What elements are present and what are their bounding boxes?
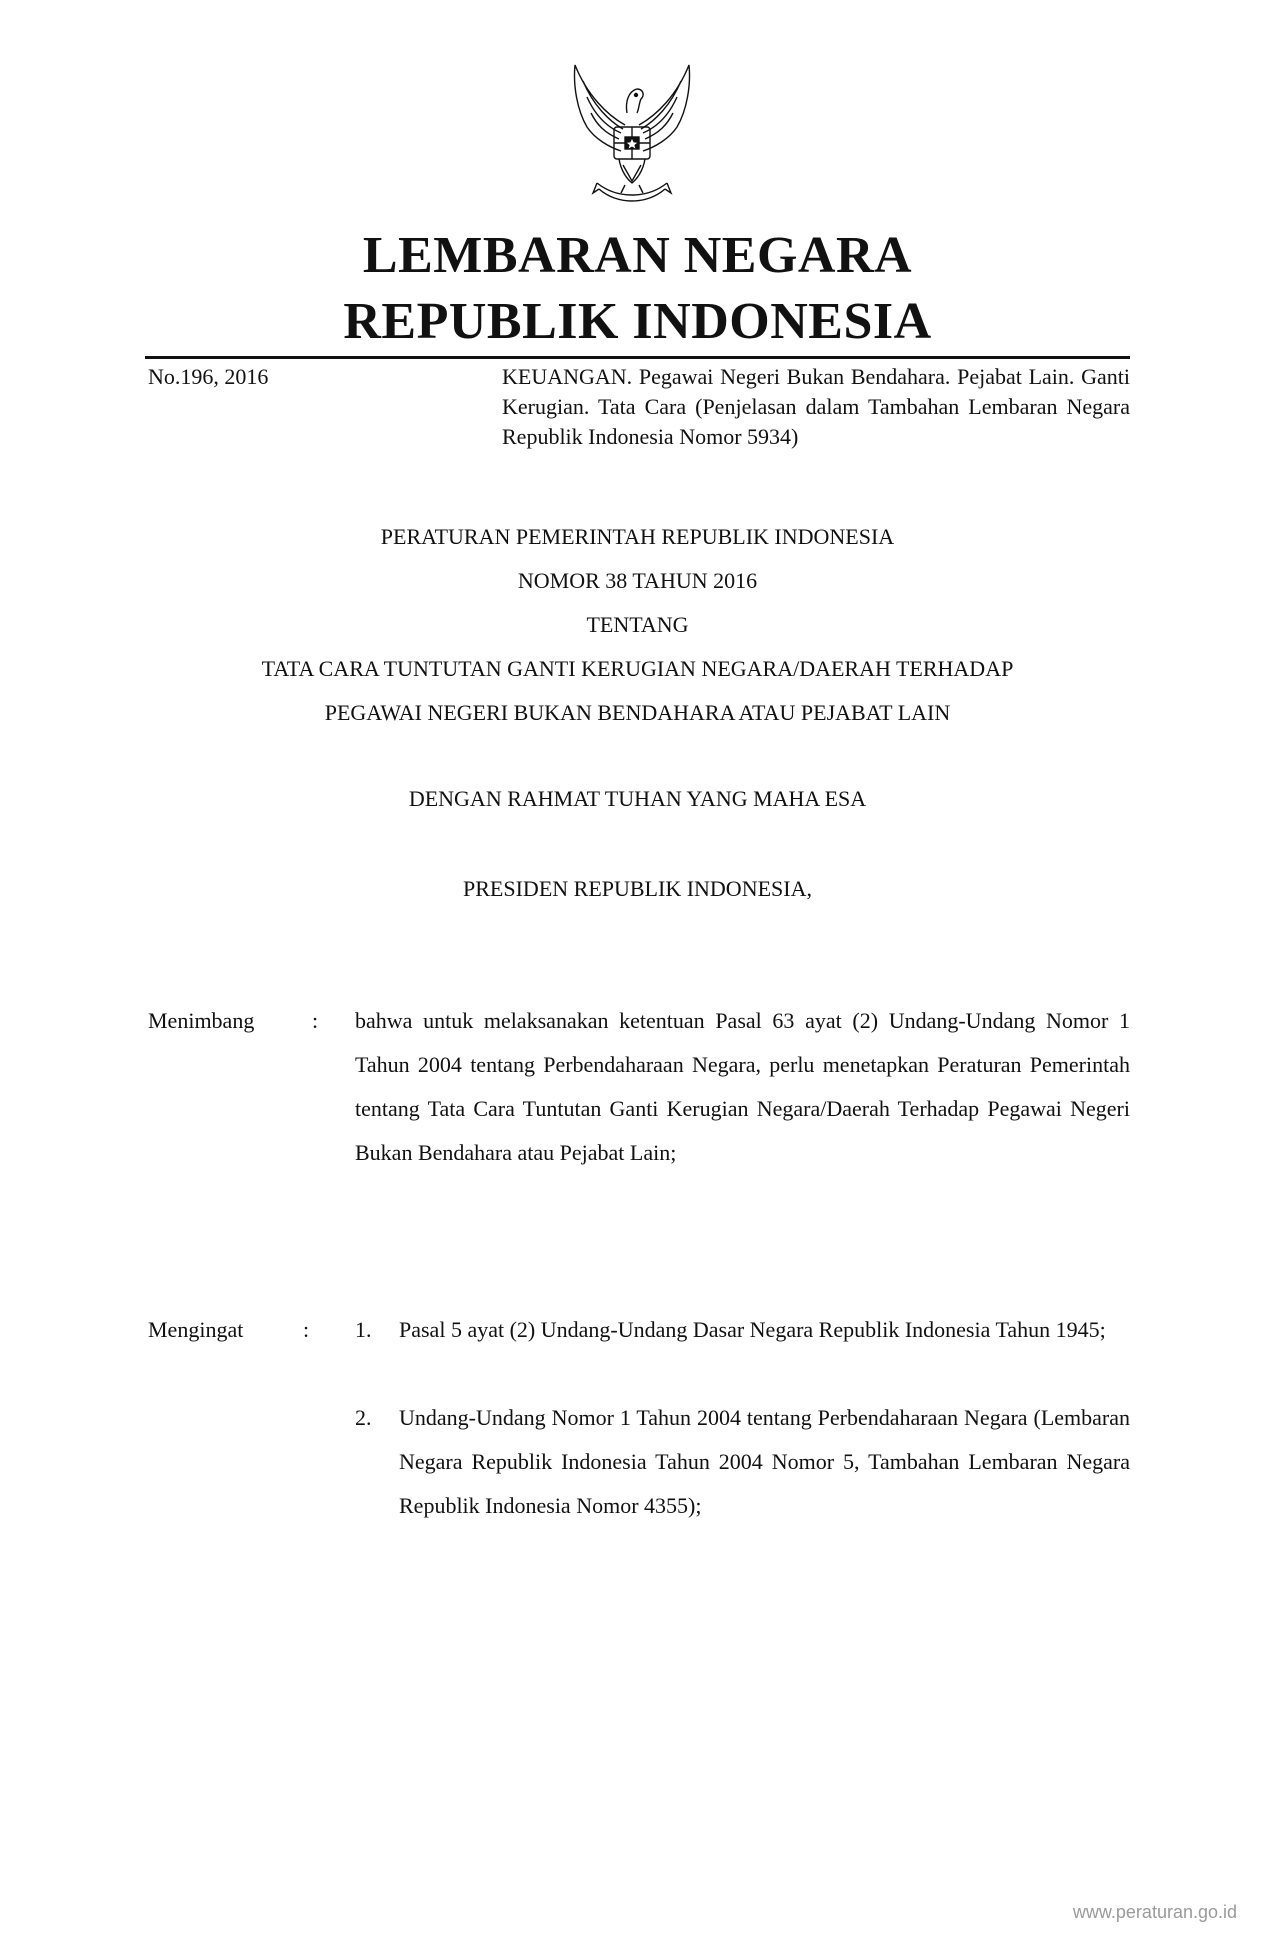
regulation-title-line-1: TATA CARA TUNTUTAN GANTI KERUGIAN NEGARA/DAERAH TERHADAP (261, 656, 1014, 681)
mengingat-item (355, 1308, 1130, 1352)
mengingat-item (355, 1396, 1130, 1528)
mengingat-item-number: 2. (355, 1405, 372, 1430)
regulation-number: NOMOR 38 TAHUN 2016 (517, 568, 758, 593)
mengingat-colon: : (303, 1317, 310, 1342)
garuda-pancasila-emblem-icon (557, 55, 707, 215)
regulation-type: PERATURAN PEMERINTAH REPUBLIK INDONESIA (380, 524, 895, 549)
menimbang-label: Menimbang (148, 1008, 255, 1033)
mengingat-item-text: Pasal 5 ayat (2) Undang-Undang Dasar Negara Republik Indonesia Tahun 1945; (399, 1317, 1106, 1342)
masthead-line-1: LEMBARAN NEGARA (362, 227, 913, 284)
regulation-about: TENTANG (586, 612, 689, 637)
gazette-subject: KEUANGAN. Pegawai Negeri Bukan Bendahara. Pejabat Lain. Ganti Kerugian. Tata Cara (Penjelasan dalam Tambahan Lembaran Negara Republik Indonesia Nomor 5934) (502, 364, 1130, 449)
masthead-divider (145, 356, 1130, 359)
masthead-line-2: REPUBLIK INDONESIA (343, 293, 932, 350)
regulation-title-line-2: PEGAWAI NEGERI BUKAN BENDAHARA ATAU PEJABAT LAIN (324, 700, 951, 725)
menimbang-text: bahwa untuk melaksanakan ketentuan Pasal 63 ayat (2) Undang-Undang Nomor 1 Tahun 2004 tentang Perbendaharaan Negara, perlu menetapkan Peraturan Pemerintah tentang Tata Cara Tuntutan Ganti Kerugian Negara/Daerah Terhadap Pegawai Negeri Bukan Bendahara atau Pejabat Lain; (355, 1008, 1130, 1165)
gazette-number: No.196, 2016 (148, 364, 269, 389)
mengingat-label: Mengingat (148, 1317, 244, 1342)
mengingat-item-number: 1. (355, 1317, 372, 1342)
regulation-invocation: DENGAN RAHMAT TUHAN YANG MAHA ESA (408, 786, 867, 811)
mengingat-item-text: Undang-Undang Nomor 1 Tahun 2004 tentang Perbendaharaan Negara (Lembaran Negara Republik Indonesia Tahun 2004 Nomor 5, Tambahan Lembaran Negara Republik Indonesia Nomor 4355); (399, 1405, 1130, 1518)
regulation-issuer: PRESIDEN REPUBLIK INDONESIA, (463, 876, 812, 901)
menimbang-colon: : (312, 1008, 319, 1033)
footer-url: www.peraturan.go.id (1072, 1902, 1237, 1922)
